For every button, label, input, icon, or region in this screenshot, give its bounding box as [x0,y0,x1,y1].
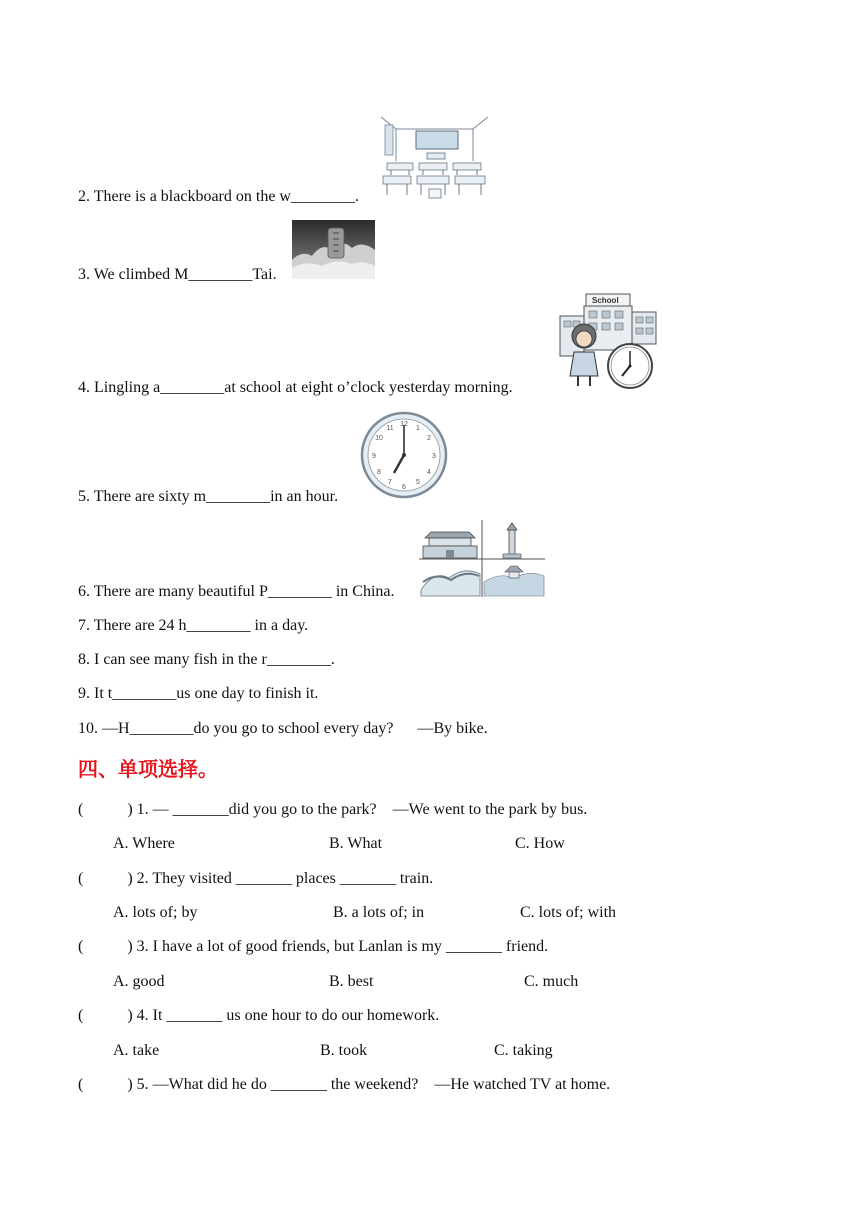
svg-text:4: 4 [427,469,431,476]
fill-in-item-2: 2. There is a blackboard on the w________. [78,188,359,205]
svg-text:6: 6 [402,484,406,491]
section-title: 四、单项选择。 [78,757,218,781]
fill-in-item-6: 6. There are many beautiful P________ in China. [78,583,395,600]
question-1-option-c: C. How [515,835,565,852]
places-of-interest-picture [419,520,545,597]
svg-text:2: 2 [427,435,431,442]
question-3-option-c: C. much [524,973,579,990]
question-3-option-a: A. good [113,973,165,990]
question-4-stem: ( ) 4. It _______ us one hour to do our homework. [78,1007,440,1024]
fill-in-item-7: 7. There are 24 h________ in a day. [78,617,309,634]
question-2-option-a: A. lots of; by [113,904,198,921]
svg-text:3: 3 [432,453,436,460]
svg-text:7: 7 [388,479,392,486]
svg-text:1: 1 [416,425,420,432]
clock-seven-picture [360,411,448,499]
fill-in-item-9: 9. It t________us one day to finish it. [78,685,319,702]
fill-in-item-4: 4. Lingling a________at school at eight o’clock yesterday morning. [78,379,513,396]
question-3-stem: ( ) 3. I have a lot of good friends, but Lanlan is my _______ friend. [78,938,549,955]
question-2-stem: ( ) 2. They visited _______ places _______ train. [78,870,434,887]
question-1-stem: ( ) 1. — _______did you go to the park? —We went to the park by bus. [78,801,588,818]
svg-text:11: 11 [386,425,394,432]
fill-in-item-5: 5. There are sixty m________in an hour. [78,488,339,505]
classroom-picture [381,115,488,199]
question-4-option-b: B. took [320,1042,368,1059]
svg-text:School: School [592,296,619,305]
question-3-option-b: B. best [329,973,374,990]
question-5-stem: ( ) 5. —What did he do _______ the weekend? —He watched TV at home. [78,1076,611,1093]
fill-in-item-10: 10. —H________do you go to school every day? —By bike. [78,720,488,737]
svg-text:5: 5 [416,479,420,486]
question-1-option-a: A. Where [113,835,175,852]
svg-text:8: 8 [377,469,381,476]
fill-in-item-8: 8. I can see many fish in the r________. [78,651,335,668]
svg-text:10: 10 [375,435,383,442]
question-1-option-b: B. What [329,835,383,852]
question-2-option-b: B. a lots of; in [333,904,425,921]
question-2-option-c: C. lots of; with [520,904,617,921]
question-4-option-c: C. taking [494,1042,553,1059]
fill-in-item-3: 3. We climbed M________Tai. [78,266,277,283]
question-4-option-a: A. take [113,1042,160,1059]
mount-tai-photo [292,220,375,279]
svg-text:9: 9 [372,453,376,460]
school-girl-clock-picture [556,290,659,390]
svg-text:12: 12 [400,421,408,428]
